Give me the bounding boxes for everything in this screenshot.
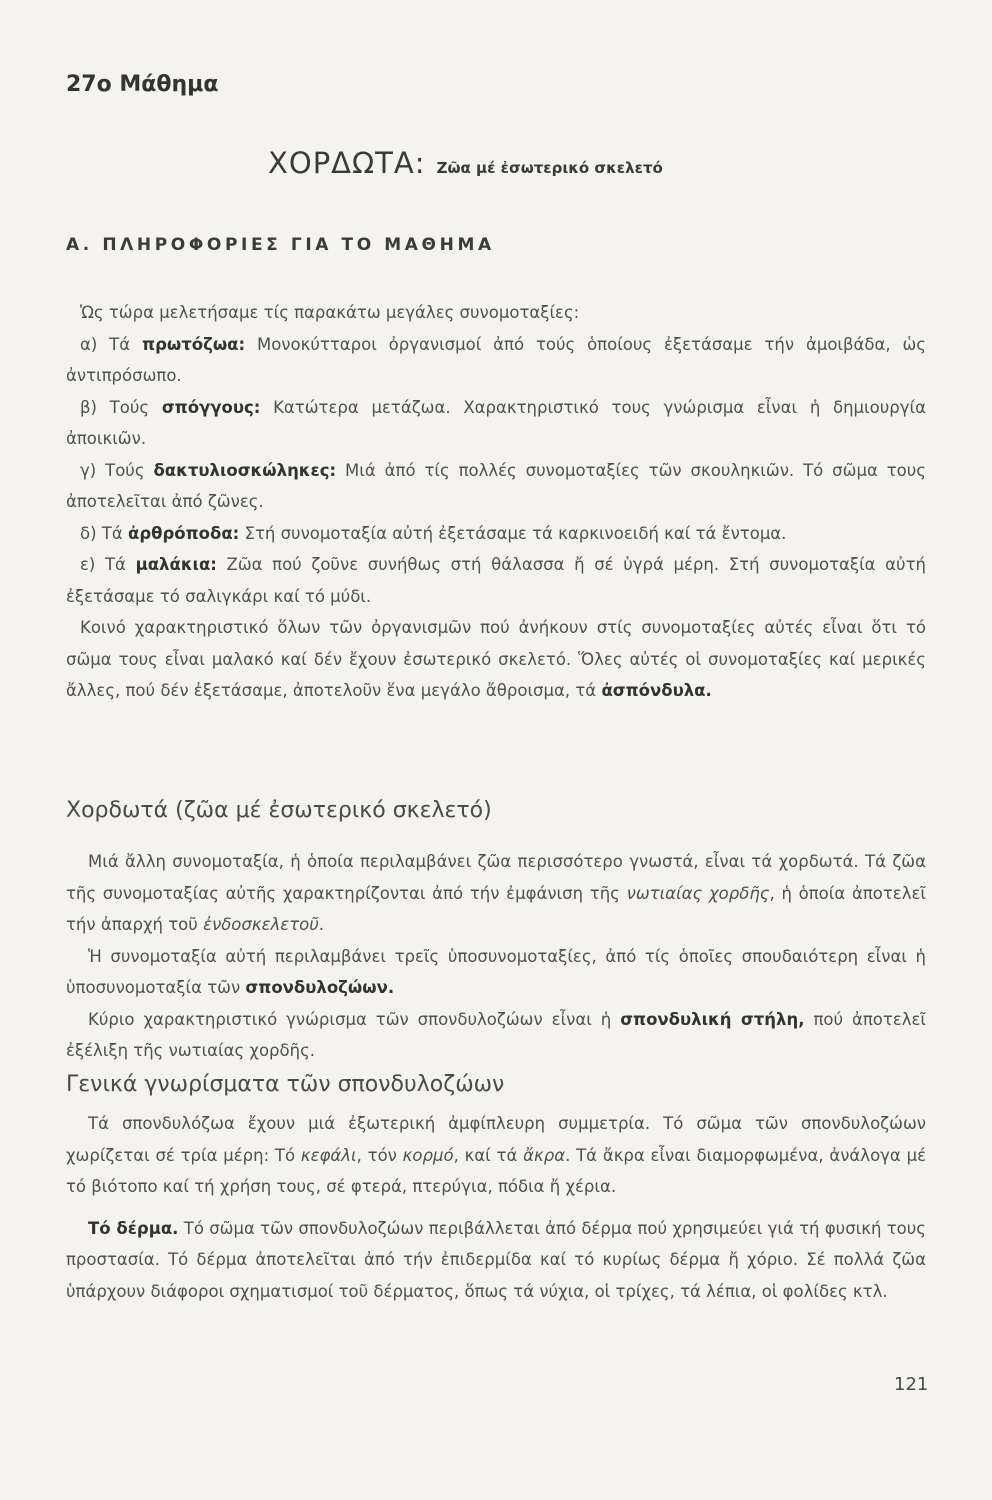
list-item: β) Τούς σπόγγους: Κατώτερα μετάζωα. Χαρακτηριστικό τους γνώρισμα εἶναι ἡ δημιουργία ἀποικιῶν. — [66, 397, 926, 448]
list-item: α) Τά πρωτόζωα: Μονοκύτταροι ὀργανισμοί ἀπό τούς ὁποίους ἐξετάσαμε τήν ἀμοιβάδα, ὡς ἀντιπρόσωπο. — [66, 334, 926, 385]
term-bold: πρωτόζωα: — [142, 334, 246, 354]
term-bold: ἀρθρόποδα: — [127, 523, 240, 543]
vertebrates-body — [66, 1108, 926, 1307]
chordates-heading: Χορδωτά (ζῶα μέ ἐσωτερικό σκελετό) — [66, 798, 492, 823]
section-a-title: Α. ΠΛΗΡΟΦΟΡΙΕΣ ΓΙΑ ΤΟ ΜΑΘΗΜΑ — [66, 235, 495, 255]
list-item: δ) Τά ἀρθρόποδα: Στή συνομοταξία αὐτή ἐξετάσαμε τά καρκινοειδή καί τά ἔντομα. — [80, 523, 787, 543]
section-a-body — [66, 297, 926, 707]
list-item: ε) Τά μαλάκια: Ζῶα πού ζοῦνε συνήθως στή θάλασσα ἤ σέ ὑγρά μέρη. Στή συνομοταξία αὐτή ἐξετάσαμε τό σαλιγκάρι καί τό μύδι. — [66, 555, 926, 606]
list-item: γ) Τούς δακτυλιοσκώληκες: Μιά ἀπό τίς πολλές συνομοταξίες τῶν σκουληκιῶν. Τό σῶμα τους ἀποτελεῖται ἀπό ζῶνες. — [66, 460, 926, 511]
chapter-title-main: ΧΟΡΔΩΤΑ: — [268, 146, 426, 180]
paragraph: Κύριο χαρακτηριστικό γνώρισμα τῶν σπονδυλοζώων εἶναι ἡ σπονδυλική στήλη, πού ἀποτελεῖ ἐξέλιξη τῆς νωτιαίας χορδῆς. — [66, 1009, 927, 1060]
chapter-subtitle: Ζῶα μέ ἐσωτερικό σκελετό — [436, 159, 663, 177]
summary-paragraph: Κοινό χαρακτηριστικό ὅλων τῶν ὀργανισμῶν πού ἀνήκουν στίς συνομοταξίες αὐτές εἶναι ὅτι τό σῶμα τους εἶναι μαλακό καί δέν ἔχουν ἐσωτερικό σκελετό. Ὅλες αὐτές οἱ συνομοταξίες καί μερικές ἄλλες, πού δέν ἐξετάσαμε, ἀποτελοῦν ἕνα μεγάλο ἄθροισμα, τά ἀσπόνδυλα. — [66, 618, 926, 700]
paragraph: Τά σπονδυλόζωα ἔχουν μιά ἐξωτερική ἀμφίπλευρη συμμετρία. Τό σῶμα τῶν σπονδυλοζώων χωρίζεται σέ τρία μέρη: Τό κεφάλι, τόν κορμό, καί τά ἄκρα. Τά ἄκρα εἶναι διαμορφωμένα, ἀνάλογα μέ τό βιότοπο καί τή χρήση τους, σέ φτερά, πτερύγια, πόδια ἤ χέρια. — [66, 1114, 926, 1196]
paragraph: Μιά ἄλλη συνομοταξία, ἡ ὁποία περιλαμβάνει ζῶα περισσότερο γνωστά, εἶναι τά χορδωτά. Τά ζῶα τῆς συνομοταξίας αὐτῆς χαρακτηρίζονται ἀπό τήν ἐμφάνιση τῆς νωτιαίας χορδῆς, ἡ ὁποία ἀποτελεῖ τήν ἀπαρχή τοῦ ἐνδοσκελετοῦ. — [66, 852, 926, 934]
term-bold: σπόγγους: — [161, 397, 261, 417]
intro-paragraph: Ὡς τώρα μελετήσαμε τίς παρακάτω μεγάλες συνομοταξίες: — [80, 303, 580, 322]
vertebrates-heading: Γενικά γνωρίσματα τῶν σπονδυλοζώων — [66, 1072, 505, 1097]
chapter-title — [268, 146, 663, 180]
term-bold: μαλάκια: — [135, 555, 217, 574]
chordates-body — [66, 846, 926, 1067]
term-bold: Τό δέρμα. — [88, 1218, 179, 1238]
paragraph: Ἡ συνομοταξία αὐτή περιλαμβάνει τρεῖς ὑποσυνομοταξίες, ἀπό τίς ὁποῖες σπουδαιότερη εἶναι ἡ ὑποσυνομοταξία τῶν σπονδυλοζώων. — [66, 946, 926, 997]
page-number: 121 — [894, 1374, 929, 1395]
paragraph: Τό δέρμα. Τό σῶμα τῶν σπονδυλοζώων περιβάλλεται ἀπό δέρμα πού χρησιμεύει γιά τή φυσική τους προστασία. Τό δέρμα ἀποτελεῖται ἀπό τήν ἐπιδερμίδα καί τό κυρίως δέρμα ἤ χόριο. Σέ πολλά ζῶα ὑπάρχουν διάφοροι σχηματισμοί τοῦ δέρματος, ὅπως τά νύχια, οἱ τρίχες, τά λέπια, οἱ φολίδες κτλ. — [66, 1218, 926, 1301]
term-bold: σπονδυλική στήλη, — [620, 1009, 805, 1029]
term-bold: δακτυλιοσκώληκες: — [153, 460, 337, 480]
term-bold: ἀσπόνδυλα. — [601, 681, 712, 700]
lesson-number: 27ο Μάθημα — [66, 72, 219, 97]
term-bold: σπονδυλοζώων. — [245, 978, 395, 997]
